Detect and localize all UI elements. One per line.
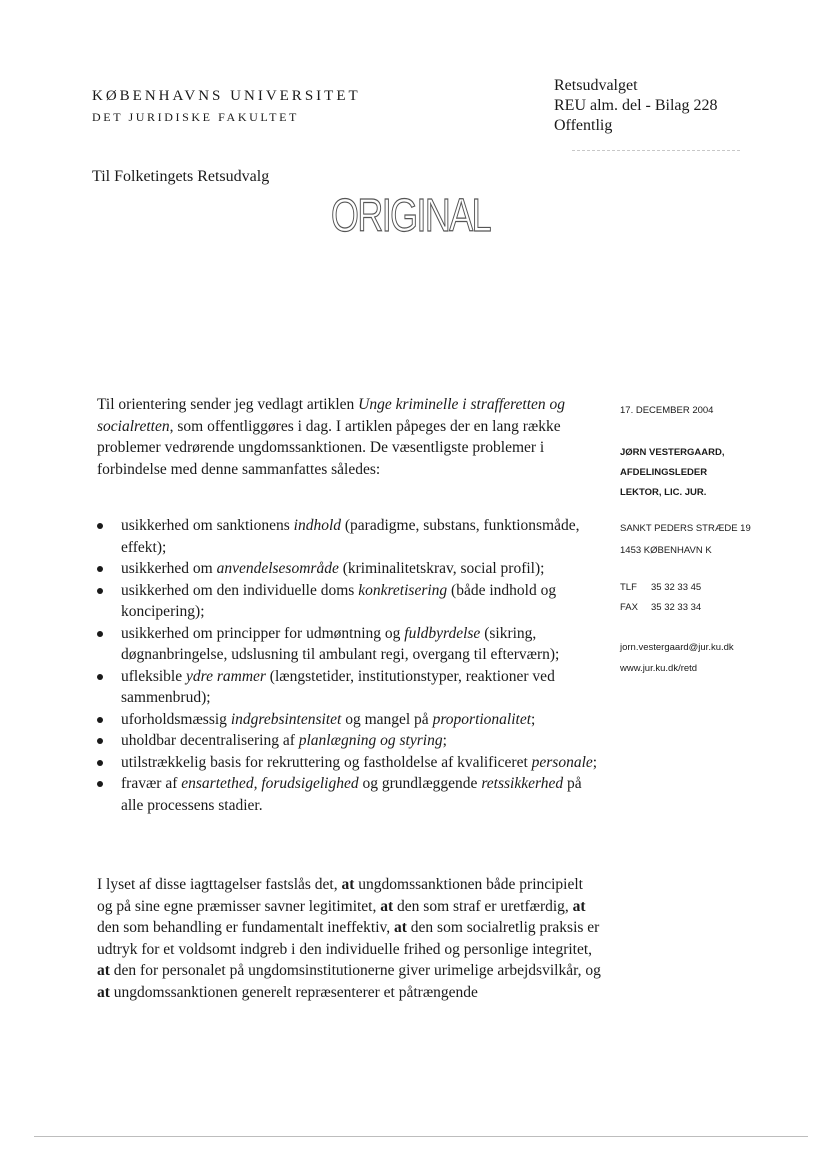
sender-name: JØRN VESTERGAARD, bbox=[620, 447, 725, 458]
intro-text-1: Til orientering sender jeg vedlagt artiklen bbox=[97, 396, 359, 413]
item-text: (kriminalitetskrav, social profil); bbox=[338, 560, 545, 577]
intro-paragraph bbox=[97, 394, 567, 480]
reference-divider bbox=[572, 150, 740, 151]
sender-block bbox=[620, 443, 725, 503]
page-bottom-line bbox=[34, 1136, 808, 1137]
item-emphasis: ensartethed, forudsigelighed bbox=[181, 775, 359, 792]
list-item bbox=[93, 580, 598, 623]
street-address: SANKT PEDERS STRÆDE 19 bbox=[620, 523, 751, 534]
bullet-icon bbox=[97, 781, 103, 787]
conclusion-text: den som socialretlig praksis er udtryk for et voldsomt indgreb i den individuelle frihed og personlige integritet, bbox=[97, 919, 600, 958]
item-text: ufleksible bbox=[121, 667, 186, 685]
emphasis-at: at bbox=[394, 919, 407, 936]
item-text: ; bbox=[592, 753, 598, 771]
bullet-icon bbox=[97, 760, 103, 766]
list-item bbox=[93, 773, 598, 816]
emphasis-at: at bbox=[97, 983, 110, 1001]
emphasis-at: at bbox=[572, 897, 586, 915]
email-address: jorn.vestergaard@jur.ku.dk bbox=[620, 642, 734, 653]
list-item bbox=[93, 752, 598, 774]
intro-text-2: , som offentliggøres i dag. I artiklen påpeges der en lang række problemer vedrørende ungdomssanktionen. De væsentligste problemer i forbindelse med denne sammanfattes således: bbox=[97, 417, 561, 478]
recipient: Til Folketingets Retsudvalg bbox=[92, 168, 270, 185]
original-stamp bbox=[327, 183, 489, 253]
list-item bbox=[93, 558, 598, 580]
item-emphasis: personale bbox=[531, 753, 593, 771]
bullet-icon bbox=[97, 674, 103, 680]
document-number: REU alm. del - Bilag 228 bbox=[554, 97, 718, 114]
fax-label: FAX bbox=[620, 602, 638, 613]
item-emphasis: fuldbyrdelse bbox=[404, 624, 481, 642]
item-text: usikkerhed om sanktionens bbox=[121, 517, 294, 534]
item-text: og grundlæggende bbox=[358, 775, 482, 792]
letter-date: 17. DECEMBER 2004 bbox=[620, 405, 714, 416]
phone-row bbox=[620, 578, 701, 598]
item-text: (sikring, døgnanbringelse, udslusning til ambulant regi, overgang til efterværn); bbox=[121, 624, 560, 663]
article-title: Unge kriminelle i strafferetten og socialretten bbox=[97, 396, 566, 435]
problem-list bbox=[93, 515, 598, 816]
list-item bbox=[93, 515, 598, 558]
list-item bbox=[93, 730, 598, 752]
stamp-text: ORIGINAL bbox=[331, 189, 490, 241]
bullet-icon bbox=[97, 631, 103, 637]
item-text: ; bbox=[442, 732, 447, 749]
conclusion-text: ungdomssanktionen både principielt og på sine egne præmisser savner legitimitet, bbox=[97, 876, 583, 915]
bullet-icon bbox=[97, 738, 103, 744]
committee-label: Retsudvalget bbox=[554, 77, 638, 94]
item-text: usikkerhed om principper for udmøntning og bbox=[121, 624, 405, 642]
postal-city: 1453 KØBENHAVN K bbox=[620, 545, 712, 556]
conclusion-paragraph bbox=[97, 874, 602, 1003]
conclusion-text: den for personalet på ungdomsinstitutionerne giver urimelige arbejdsvilkår, og bbox=[109, 962, 601, 979]
item-text: utilstrækkelig basis for rekruttering og fastholdelse af kvalificeret bbox=[121, 753, 532, 771]
website-url: www.jur.ku.dk/retd bbox=[620, 663, 698, 674]
list-item bbox=[93, 666, 598, 709]
faculty-name: DET JURIDISKE FAKULTET bbox=[92, 110, 299, 124]
bullet-icon bbox=[97, 588, 103, 594]
item-emphasis: planlægning og styring bbox=[298, 732, 443, 749]
item-emphasis: indgrebsintensitet bbox=[230, 710, 342, 728]
conclusion-text: den som straf er uretfærdig, bbox=[393, 897, 573, 915]
address-block bbox=[620, 518, 751, 562]
item-emphasis: indhold bbox=[293, 517, 342, 534]
item-emphasis: konkretisering bbox=[358, 581, 448, 599]
item-emphasis: anvendelsesområde bbox=[216, 560, 339, 577]
item-emphasis: proportionalitet bbox=[432, 710, 532, 728]
list-item bbox=[93, 623, 598, 666]
item-text: uholdbar decentralisering af bbox=[121, 732, 299, 749]
university-name: KØBENHAVNS UNIVERSITET bbox=[92, 88, 361, 104]
fax-row bbox=[620, 598, 701, 618]
item-text: (længstetider, institutionstyper, reaktioner ved sammenbrud); bbox=[121, 667, 555, 706]
sender-title: AFDELINGSLEDER bbox=[620, 467, 708, 478]
emphasis-at: at bbox=[380, 897, 394, 915]
item-text: usikkerhed om den individuelle doms bbox=[121, 581, 359, 599]
phone-number: 35 32 33 45 bbox=[651, 582, 702, 593]
conclusion-text: I lyset af disse iagttagelser fastslås det, bbox=[97, 876, 342, 893]
item-text: uforholdsmæssig bbox=[121, 710, 231, 728]
fax-number: 35 32 33 34 bbox=[651, 602, 702, 613]
item-text: usikkerhed om bbox=[121, 560, 217, 577]
item-text: (paradigme, substans, funktionsmåde, effekt); bbox=[121, 517, 580, 556]
conclusion-text: den som behandling er fundamentalt ineffektiv, bbox=[97, 919, 394, 936]
emphasis-at: at bbox=[341, 876, 355, 893]
bullet-icon bbox=[97, 717, 103, 723]
document-status: Offentlig bbox=[554, 117, 613, 134]
bullet-icon bbox=[97, 523, 103, 529]
phone-block bbox=[620, 578, 701, 618]
item-text: og mangel på bbox=[341, 710, 433, 728]
document-reference bbox=[554, 76, 718, 136]
item-text: fravær af bbox=[121, 775, 182, 792]
conclusion-text: ungdomssanktionen generelt repræsenterer et påtrængende bbox=[109, 983, 478, 1001]
contact-block bbox=[620, 637, 734, 679]
sender-degree: LEKTOR, LIC. JUR. bbox=[620, 487, 707, 498]
item-emphasis: retssikkerhed bbox=[481, 775, 564, 792]
item-text: på alle processens stadier. bbox=[121, 775, 582, 814]
emphasis-at: at bbox=[97, 962, 110, 979]
list-item bbox=[93, 709, 598, 731]
bullet-icon bbox=[97, 566, 103, 572]
item-text: ; bbox=[531, 710, 536, 728]
phone-label: TLF bbox=[620, 582, 637, 593]
item-emphasis: ydre rammer bbox=[186, 667, 266, 685]
item-text: (både indhold og koncipering); bbox=[121, 581, 557, 620]
